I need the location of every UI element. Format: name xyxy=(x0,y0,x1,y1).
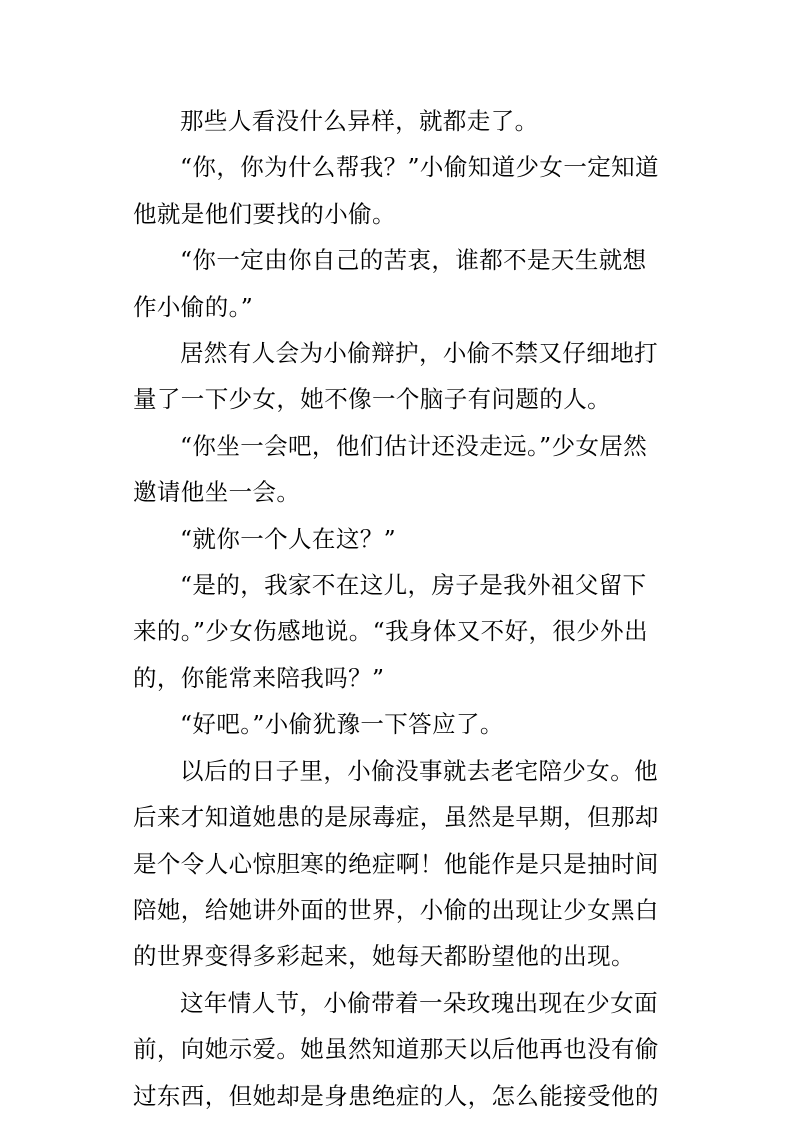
paragraph-1: 那些人看没什么异样，就都走了。 xyxy=(180,107,539,135)
paragraph-4: 居然有人会为小偷辩护，小偷不禁又仔细地打量了一下少女，她不像一个脑子有问题的人。 xyxy=(133,339,658,414)
paragraph-6: “就你一个人在这？” xyxy=(180,524,397,553)
paragraph-2: “你，你为什么帮我？”小偷知道少女一定知道他就是他们要找的小偷。 xyxy=(133,153,659,228)
body-text xyxy=(133,98,663,1119)
paragraph-9: 以后的日子里，小偷没事就去老宅陪少女。他后来才知道她患的是尿毒症，虽然是早期，但那却是个令人心惊胆寒的绝症啊！他能作是只是抽时间陪她，给她讲外面的世界，小偷的出现让少女黑白的世界变得多彩起来，她每天都盼望他的出现。 xyxy=(133,756,659,971)
paragraph-3: “你一定由你自己的苦衷，谁都不是天生就想作小偷的。” xyxy=(133,246,647,321)
paragraph-8: “好吧。”小偷犹豫一下答应了。 xyxy=(180,710,504,739)
paragraph-7: “是的，我家不在这儿，房子是我外祖父留下来的。”少女伤感地说。“我身体又不好，很少外出的，你能常来陪我吗？” xyxy=(133,571,648,692)
paragraph-5: “你坐一会吧，他们估计还没走远。”少女居然邀请他坐一会。 xyxy=(133,431,648,507)
paragraph-10: 这年情人节，小偷带着一朵玫瑰出现在少女面前，向她示爱。她虽然知道那天以后他再也没有偷过东西，但她却是身患绝症的人，怎么能接受他的 xyxy=(133,988,659,1110)
